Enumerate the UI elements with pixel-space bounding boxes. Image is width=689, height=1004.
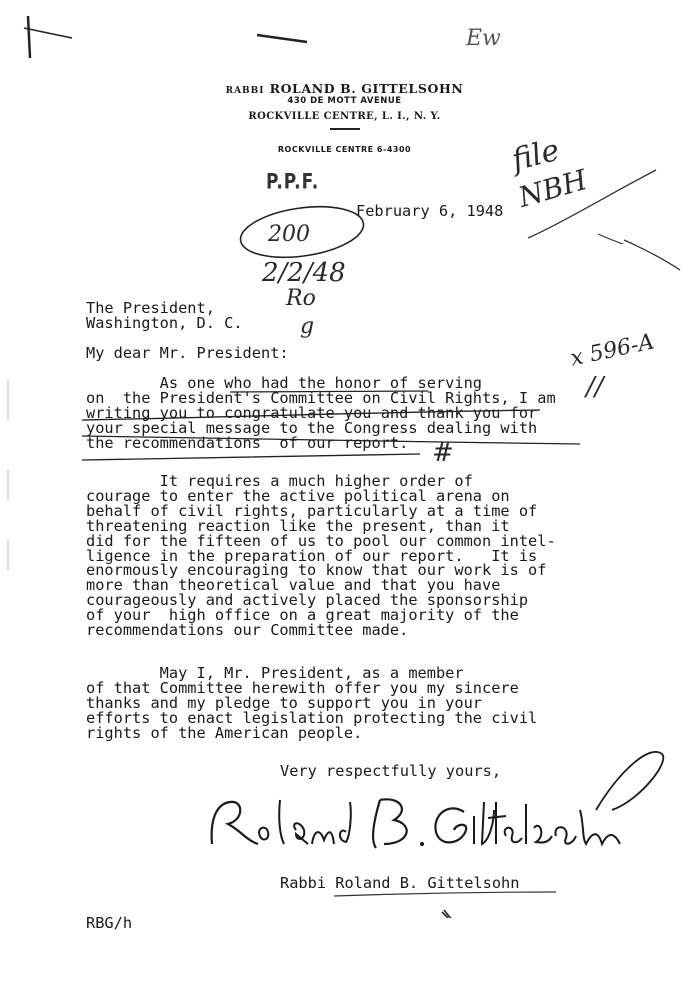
paragraph-line: recommendations our Committee made. [86, 621, 409, 640]
letterhead-phone: ROCKVILLE CENTRE 6-4300 [277, 145, 412, 154]
letterhead-title-prefix: RABBI [225, 86, 265, 96]
letterhead-name [0, 78, 689, 97]
letterhead-divider [330, 128, 360, 130]
letterhead-rabbi-name: ROLAND B. GITTELSOHN [269, 81, 464, 96]
salutation: My dear Mr. President: [86, 344, 289, 362]
handwritten-initials-second: g [300, 314, 315, 339]
file-note-stroke [520, 164, 660, 244]
hash-mark: # [432, 438, 454, 468]
paragraph-line: enormously encouraging to know that our work is of [86, 561, 547, 580]
paragraph-line: on the President's Committee on Civil Rights, I am [86, 388, 556, 407]
pen-underlines [80, 390, 600, 470]
paragraph-3 [86, 666, 537, 741]
typist-initials: RBG/h [86, 914, 133, 932]
paragraph-line: As one who had the honor of serving [86, 374, 483, 392]
file-note-initials: NBH [514, 163, 591, 214]
paragraph-2 [86, 474, 556, 638]
letter-date: February 6, 1948 [356, 202, 504, 220]
paragraph-line: ligence in the preparation of our report. It is [86, 546, 538, 565]
paragraph-line: behalf of civil rights, particularly at a time of [86, 501, 538, 520]
signature-underline [330, 888, 560, 918]
typed-signature: Rabbi Roland B. Gittelsohn [280, 874, 520, 892]
handwritten-signature [200, 740, 670, 860]
paragraph-line: courageously and actively placed the sponsorship [86, 591, 529, 610]
paragraph-line: efforts to enact legislation protecting the civil [86, 708, 538, 727]
corner-initials-note: Ew [466, 26, 501, 51]
letterhead-street: 430 DE MOTT AVENUE [287, 96, 402, 106]
recipient-title: The President, [86, 299, 215, 317]
reference-mark: // [586, 372, 604, 402]
paragraph-line: of your high office on a great majority of the [86, 606, 519, 625]
paragraph-line: courage to enter the active political arena on [86, 486, 510, 505]
paragraph-line: thanks and my pledge to support you in your [86, 693, 483, 712]
ppf-stamp: P.P.F. [266, 169, 320, 195]
paragraph-line: of that Committee herewith offer you my sincere [86, 678, 519, 697]
paragraph-line: your special message to the Congress dealing with [86, 418, 538, 437]
reference-number: x 596-A [568, 329, 657, 372]
recipient-city: Washington, D. C. [86, 314, 243, 332]
handwritten-date: 2/2/48 [262, 258, 346, 288]
letterhead-city: ROCKVILLE CENTRE, L. I., N. Y. [248, 111, 441, 122]
closing: Very respectfully yours, [280, 762, 502, 780]
file-note: file [508, 132, 563, 179]
binding-marks [0, 380, 20, 580]
paragraph-line: rights of the American people. [86, 723, 363, 742]
paragraph-line: the recommendations of our report. [86, 433, 409, 452]
paragraph-line: more than theoretical value and that you have [86, 576, 501, 595]
circled-number: 200 [268, 222, 310, 247]
handwritten-initials: Ro [286, 286, 316, 311]
paragraph-line: May I, Mr. President, as a member [86, 664, 464, 682]
top-dash-mark [255, 30, 315, 46]
paragraph-line: threatening reaction like the present, than it [86, 516, 510, 535]
paragraph-line: writing you to congratulate you and thank you for [86, 403, 538, 422]
paragraph-line: did for the fifteen of us to pool our common intel- [86, 531, 556, 550]
right-margin-stroke [622, 236, 682, 276]
paragraph-line: It requires a much higher order of [86, 472, 473, 490]
corner-pen-mark [20, 12, 80, 62]
